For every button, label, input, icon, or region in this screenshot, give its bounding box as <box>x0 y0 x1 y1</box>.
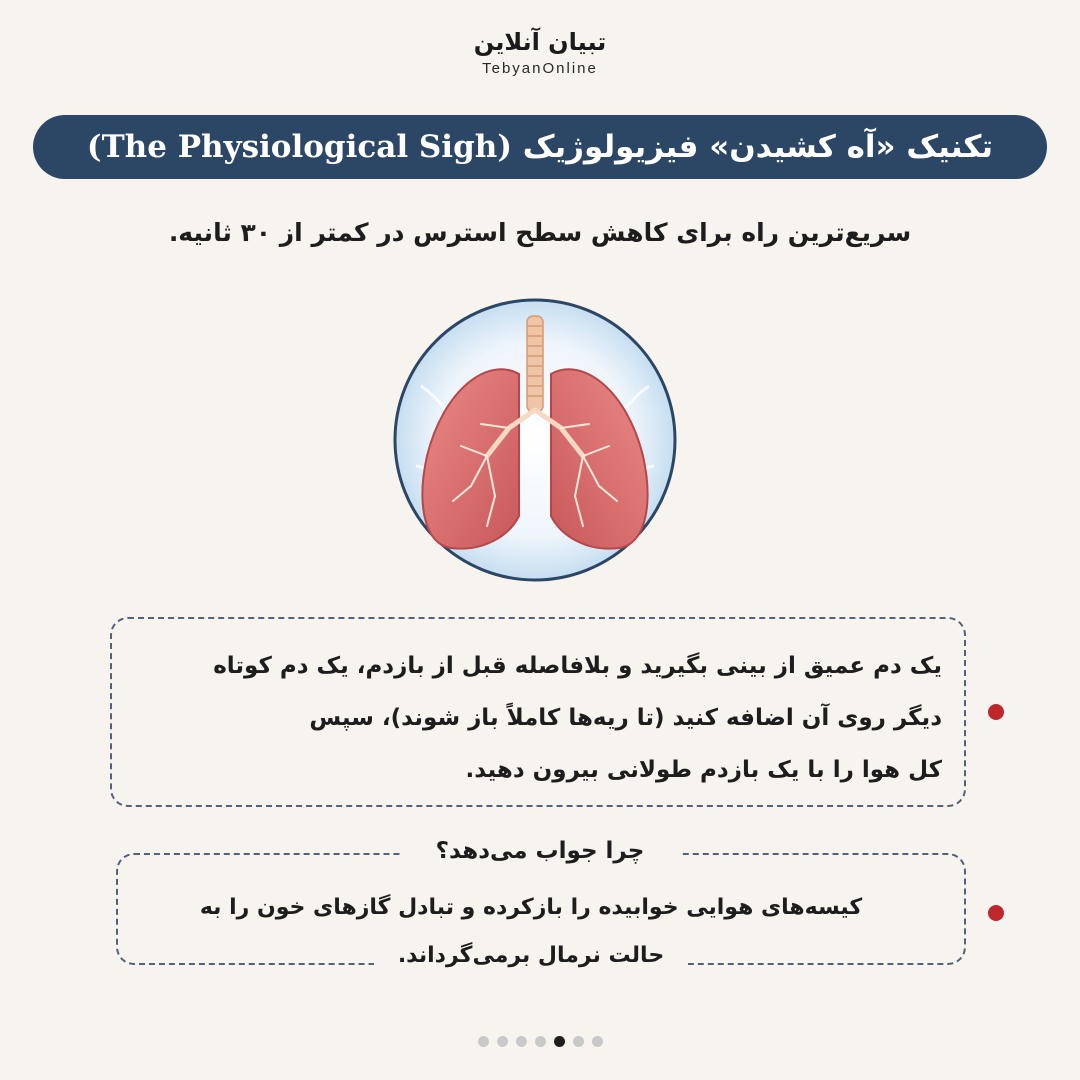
pagination-dot[interactable] <box>573 1036 584 1047</box>
instruction-line: دیگر روی آن اضافه کنید (تا ریه‌ها کاملاً باز شوند)، سپس <box>309 705 942 731</box>
logo-persian: تبیان آنلاین <box>473 28 607 56</box>
explanation-line: کیسه‌های هوایی خوابیده را بازکرده و تبادل گازهای خون را به <box>199 895 863 920</box>
explanation-heading: چرا جواب می‌دهد؟ <box>400 832 680 870</box>
explanation-line: حالت نرمال برمی‌گرداند. <box>374 932 688 980</box>
logo-english: TebyanOnline <box>482 60 598 77</box>
lungs-illustration <box>391 296 679 584</box>
bullet-point <box>988 905 1004 921</box>
bullet-point <box>988 704 1004 720</box>
brand-logo <box>0 28 1080 77</box>
pagination-dot[interactable] <box>497 1036 508 1047</box>
instruction-line: کل هوا را با یک بازدم طولانی بیرون دهید. <box>465 757 942 783</box>
pagination-dot[interactable] <box>516 1036 527 1047</box>
pagination-dot[interactable] <box>592 1036 603 1047</box>
title-persian: تکنیک «آه کشیدن» فیزیولوژیک <box>522 129 994 165</box>
instruction-line: یک دم عمیق از بینی بگیرید و بلافاصله قبل از بازدم، یک دم کوتاه <box>213 653 942 679</box>
subtitle: سریع‌ترین راه برای کاهش سطح استرس در کمتر از ۳۰ ثانیه. <box>168 218 912 247</box>
title-english: (The Physiological Sigh) <box>86 129 512 165</box>
title-banner <box>33 115 1047 179</box>
pagination-dot[interactable] <box>535 1036 546 1047</box>
instruction-text <box>120 640 942 796</box>
explanation-text <box>140 884 922 980</box>
carousel-pagination <box>0 1036 1080 1047</box>
page-title <box>87 129 993 165</box>
pagination-dot[interactable] <box>554 1036 565 1047</box>
pagination-dot[interactable] <box>478 1036 489 1047</box>
